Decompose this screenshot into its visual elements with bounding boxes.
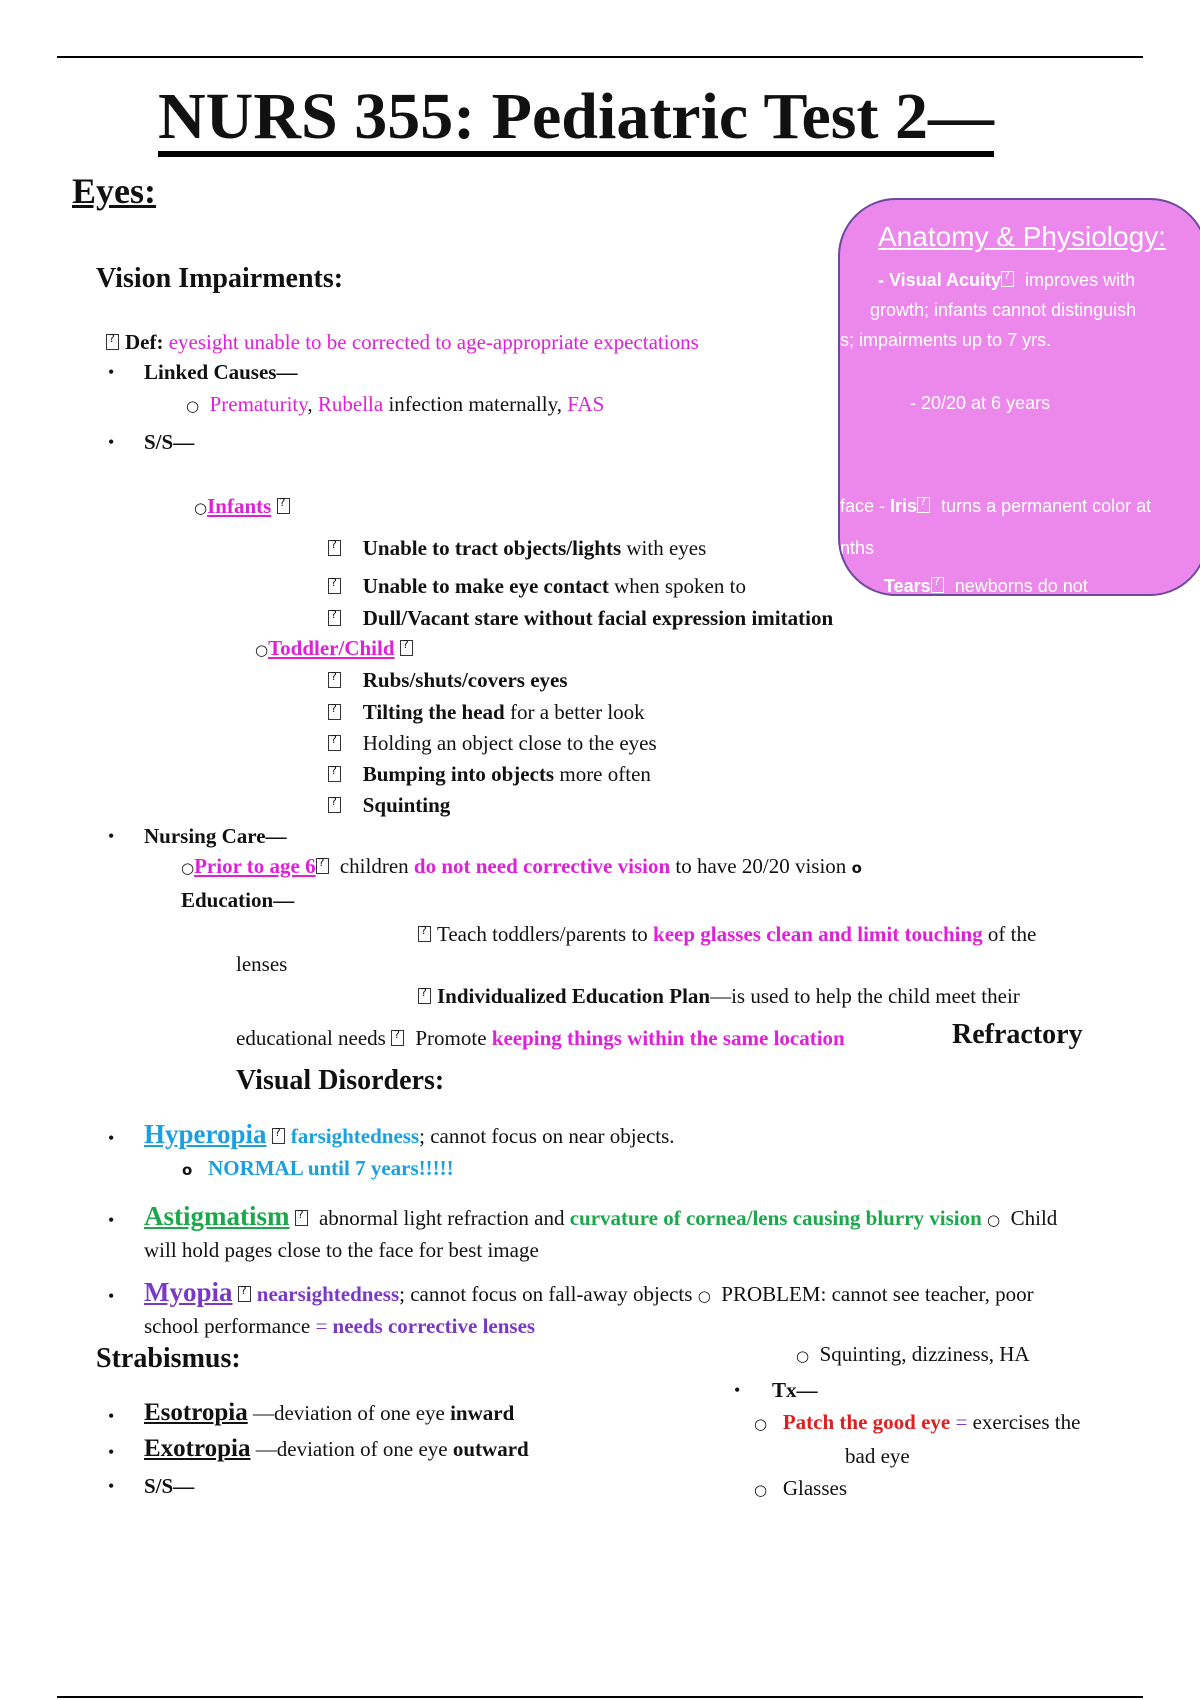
arrow-icon (328, 540, 341, 556)
callout-text: turns a permanent color at (936, 496, 1152, 516)
callout-line: nths (840, 538, 875, 558)
astigmatism-text: abnormal light refraction and (313, 1206, 570, 1230)
arrow-icon (391, 1030, 404, 1046)
sign-bold: Rubs/shuts/covers eyes (362, 668, 568, 692)
bullet-icon: • (108, 1442, 115, 1462)
arrow-icon (277, 498, 290, 514)
nursing-care: Nursing Care— (144, 824, 287, 848)
glasses-text: Glasses (782, 1476, 848, 1500)
astigmatism-term: Astigmatism (144, 1201, 290, 1231)
infant-sign (328, 606, 833, 631)
esotropia-bold: inward (450, 1401, 515, 1425)
ss-label: S/S— (144, 430, 195, 454)
page-title: NURS 355: Pediatric Test 2— (158, 82, 994, 157)
callout-term: - Visual Acuity (878, 270, 1002, 290)
callout-line: growth; infants cannot distinguish (870, 300, 1137, 320)
callout-text: improves with (1020, 270, 1136, 290)
education-label: Education— (181, 888, 295, 912)
hyperopia-text: ; cannot focus on near objects. (419, 1124, 675, 1148)
bullet-icon: • (108, 1210, 115, 1230)
exotropia-bold: outward (452, 1437, 529, 1461)
edu-needs-line (236, 1026, 845, 1051)
sign-bold: Tilting the head (362, 700, 505, 724)
callout-line: s; impairments up to 7 yrs. (840, 330, 1052, 350)
myopia-text: school performance (144, 1314, 316, 1338)
tx-label: Tx— (772, 1378, 818, 1402)
myopia-text: ; cannot focus on fall-away objects (399, 1282, 698, 1306)
arrow-icon (316, 858, 329, 874)
callout-line (840, 496, 1151, 518)
arrow-icon (418, 926, 431, 942)
bullet-icon: • (108, 432, 115, 452)
toddler-sign (328, 700, 645, 725)
prior-label: Prior to age 6 (194, 854, 316, 878)
circle-bullet-icon: ○ (987, 1211, 1001, 1229)
equals-sign: = (955, 1410, 968, 1434)
arrow-icon (295, 1210, 308, 1226)
hyperopia-sub (182, 1156, 454, 1181)
prior-text: children (334, 854, 414, 878)
sign-bold: Bumping into objects (362, 762, 555, 786)
cause-sep: , (307, 392, 318, 416)
arrow-icon (328, 672, 341, 688)
arrow-icon (418, 988, 431, 1004)
promote-text: Promote (410, 1026, 492, 1050)
arrow-icon (328, 766, 341, 782)
hyperopia-note: NORMAL until 7 years!!!!! (208, 1156, 454, 1180)
strabismus-ss: S/S— (144, 1474, 195, 1498)
astigmatism-line (144, 1200, 1057, 1232)
astigmatism-line2: will hold pages close to the face for best image (144, 1238, 539, 1262)
esotropia-text: —deviation of one eye (247, 1401, 451, 1425)
circle-bullet-icon: o (851, 859, 862, 877)
arrow-icon (328, 797, 341, 813)
astigmatism-text: Child (1010, 1206, 1058, 1230)
circle-bullet-icon: o (182, 1161, 193, 1179)
arrow-icon (917, 497, 930, 513)
toddler-sign (328, 762, 651, 787)
iep-bold: Individualized Education Plan (437, 984, 711, 1008)
section-eyes: Eyes: (72, 171, 156, 211)
myopia-line2 (144, 1314, 535, 1339)
callout-title: Anatomy & Physiology: (878, 221, 1166, 252)
teach-highlight: keep glasses clean and limit touching (653, 922, 983, 946)
myopia-highlight: nearsightedness (256, 1282, 400, 1306)
equals-sign: = (315, 1314, 328, 1338)
exotropia-line (144, 1434, 529, 1464)
teach-text: of the (982, 922, 1037, 946)
iep-text: —is used to help the child meet their (710, 984, 1020, 1008)
myopia-text: PROBLEM: cannot see teacher, poor (721, 1282, 1034, 1306)
toddler-sign (328, 793, 450, 818)
bullet-icon: • (108, 1128, 115, 1148)
myopia-line (144, 1276, 1034, 1308)
glasses-line (754, 1476, 847, 1501)
myopia-term: Myopia (144, 1277, 233, 1307)
callout-text: newborns do not (949, 576, 1088, 596)
bullet-icon: • (108, 362, 115, 382)
callout-term: Iris (890, 496, 918, 516)
promote-highlight: keeping things within the same location (491, 1026, 845, 1050)
bad-eye-text: bad eye (845, 1444, 910, 1468)
infant-sign (328, 536, 706, 561)
strabismus-heading: Strabismus: (96, 1343, 241, 1374)
sign-bold: Dull/Vacant stare without facial expression imitation (362, 606, 834, 630)
cause-mid: infection maternally, (383, 392, 568, 416)
sign-bold: Unable to make eye contact (362, 574, 609, 598)
prior-text: to have 20/20 vision (670, 854, 852, 878)
hyperopia-term: Hyperopia (144, 1119, 267, 1149)
toddler-sign (328, 668, 568, 693)
arrow-icon (272, 1128, 285, 1144)
edu-needs-text: educational needs (236, 1026, 392, 1050)
toddler-line (255, 636, 419, 661)
patch-highlight: Patch the good eye (782, 1410, 951, 1434)
callout-term: Tears (884, 576, 931, 596)
circle-bullet-icon: ○ (194, 499, 208, 517)
sign-text: when spoken to (608, 574, 746, 598)
arrow-icon (328, 735, 341, 751)
teach-text: Teach toddlers/parents to (437, 922, 654, 946)
circle-bullet-icon: ○ (255, 641, 269, 659)
prior-line (181, 854, 862, 879)
squint-line (796, 1342, 1030, 1367)
causes-line (186, 392, 604, 417)
circle-bullet-icon: ○ (754, 1481, 768, 1499)
astigmatism-highlight: curvature of cornea/lens causing blurry vision (569, 1206, 982, 1230)
esotropia-term: Esotropia (144, 1399, 248, 1426)
def-text: eyesight unable to be corrected to age-appropriate expectations (168, 330, 699, 354)
exotropia-text: —deviation of one eye (250, 1437, 453, 1461)
vision-heading: Vision Impairments: (96, 263, 344, 294)
anatomy-callout (838, 198, 1200, 596)
hyperopia-highlight: farsightedness (290, 1124, 420, 1148)
arrow-icon (238, 1286, 251, 1302)
cause-rubella: Rubella (317, 392, 384, 416)
teach-line (418, 922, 1036, 947)
linked-causes: Linked Causes— (144, 360, 298, 384)
circle-bullet-icon: ○ (186, 397, 200, 415)
bullet-icon: • (108, 1406, 115, 1426)
arrow-icon (106, 334, 119, 350)
callout-line (878, 270, 1135, 292)
callout-text: face - (840, 496, 891, 516)
callout-line (884, 576, 1088, 596)
iep-line (418, 984, 1020, 1009)
bullet-icon: • (734, 1380, 741, 1400)
infant-sign (328, 574, 746, 599)
sign-bold: Unable to tract objects/lights (362, 536, 622, 560)
arrow-icon (1001, 271, 1014, 287)
sign-bold: Squinting (362, 793, 451, 817)
circle-bullet-icon: ○ (754, 1415, 768, 1433)
callout-line: - 20/20 at 6 years (910, 393, 1051, 413)
bullet-icon: • (108, 826, 115, 846)
sign-text: more often (554, 762, 651, 786)
sign-text: with eyes (621, 536, 707, 560)
circle-bullet-icon: ○ (181, 859, 195, 877)
lenses-text: lenses (236, 952, 288, 976)
exotropia-term: Exotropia (144, 1435, 251, 1462)
infants-line (194, 494, 296, 519)
definition-line (106, 330, 699, 355)
prior-highlight: do not need corrective vision (413, 854, 671, 878)
patch-text: exercises the (967, 1410, 1081, 1434)
sign-text: for a better look (504, 700, 645, 724)
arrow-icon (931, 577, 944, 593)
esotropia-line (144, 1398, 514, 1428)
bullet-icon: • (108, 1476, 115, 1496)
arrow-icon (328, 578, 341, 594)
infants-label: Infants (207, 494, 272, 518)
toddler-label: Toddler/Child (268, 636, 395, 660)
patch-line (754, 1410, 1080, 1435)
bullet-icon: • (108, 1286, 115, 1306)
def-label: Def: (125, 330, 164, 354)
toddler-sign (328, 731, 657, 756)
arrow-icon (328, 704, 341, 720)
bottom-rule (57, 1696, 1143, 1698)
cause-prematurity: Prematurity (209, 392, 308, 416)
cause-fas: FAS (567, 392, 605, 416)
refractory-heading: Refractory (952, 1019, 1083, 1050)
top-rule (57, 56, 1143, 58)
arrow-icon (328, 610, 341, 626)
myopia-highlight: needs corrective lenses (332, 1314, 536, 1338)
arrow-icon (400, 640, 413, 656)
squint-text: Squinting, dizziness, HA (819, 1342, 1030, 1366)
sign-text: Holding an object close to the eyes (362, 731, 657, 755)
hyperopia-line (144, 1118, 675, 1150)
circle-bullet-icon: ○ (796, 1347, 810, 1365)
visual-disorders-heading: Visual Disorders: (236, 1065, 445, 1096)
circle-bullet-icon: ○ (697, 1287, 711, 1305)
